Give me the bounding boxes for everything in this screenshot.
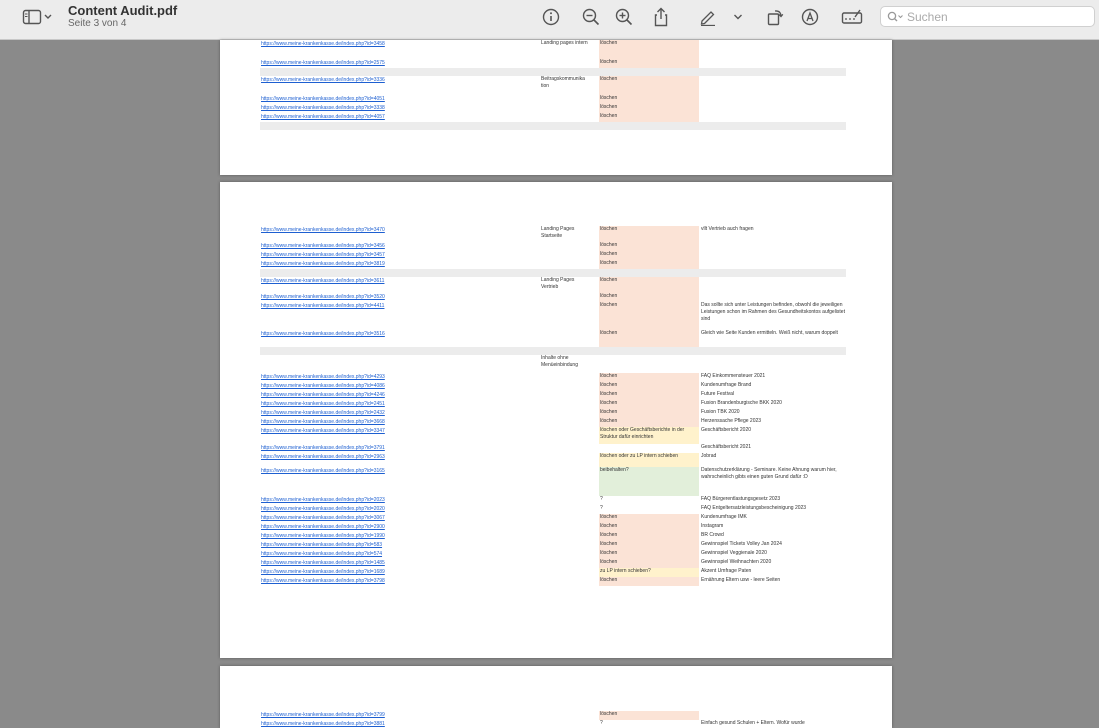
audit-url-link[interactable]: https://www.meine-krankenkasse.de/index.php?id=1990 xyxy=(261,533,385,539)
zoom-in-button[interactable] xyxy=(613,6,635,28)
audit-url-link[interactable]: https://www.meine-krankenkasse.de/index.php?id=3791 xyxy=(261,445,385,451)
sign-button[interactable] xyxy=(840,6,864,28)
status-cell: löschen xyxy=(599,373,699,382)
audit-url-link[interactable]: https://www.meine-krankenkasse.de/index.php?id=2900 xyxy=(261,524,385,530)
status-cell: löschen xyxy=(599,400,699,409)
status-cell: löschen xyxy=(599,532,699,541)
audit-url-link[interactable]: https://www.meine-krankenkasse.de/index.php?id=4086 xyxy=(261,383,385,389)
note-cell: vllt Vertrieb auch fragen xyxy=(701,226,754,232)
status-cell: löschen xyxy=(599,550,699,559)
status-cell: löschen xyxy=(599,104,699,113)
status-cell: löschen xyxy=(599,559,699,568)
pdf-page-3-bottom xyxy=(220,40,892,175)
search-field[interactable] xyxy=(880,6,1095,27)
note-cell: FAQ Entgeltersatzleistungsbescheinigung 2023 xyxy=(701,505,807,511)
note-cell: Gewinnspiel Weihnachten 2020 xyxy=(701,559,772,565)
audit-url-link[interactable]: https://www.meine-krankenkasse.de/index.php?id=3470 xyxy=(261,227,385,233)
status-cell: löschen oder Geschäftsberichte in der Struktur dafür einrichten xyxy=(599,427,699,444)
audit-url-link[interactable]: https://www.meine-krankenkasse.de/index.php?id=583 xyxy=(261,542,383,548)
status-cell: löschen xyxy=(599,242,699,251)
audit-url-link[interactable]: https://www.meine-krankenkasse.de/index.php?id=3456 xyxy=(261,243,385,249)
audit-url-link[interactable]: https://www.meine-krankenkasse.de/index.php?id=2432 xyxy=(261,410,385,416)
chevron-down-icon xyxy=(733,13,743,21)
note-cell: Fusion TBK 2020 xyxy=(701,409,740,415)
note-cell: Gewinnspiel Tickets Volley Jan 2024 xyxy=(701,541,782,547)
audit-url-link[interactable]: https://www.meine-krankenkasse.de/index.php?id=4293 xyxy=(261,374,385,380)
pen-icon xyxy=(699,8,717,26)
rotate-button[interactable] xyxy=(764,6,786,28)
audit-url-link[interactable]: https://www.meine-krankenkasse.de/index.php?id=4051 xyxy=(261,96,385,102)
status-cell xyxy=(599,444,699,453)
note-cell: BR Crowd xyxy=(701,532,724,538)
note-cell: Das sollte sich unter Leistungen befinden, obwohl die jeweiligen Leistungen schon im Rahmen des Gesundheitskontos aufgelistet sind xyxy=(701,302,845,322)
note-cell: Kundenumfrage Brand xyxy=(701,382,752,388)
audit-url-link[interactable]: https://www.meine-krankenkasse.de/index.php?id=3881 xyxy=(261,721,385,727)
status-cell: löschen xyxy=(599,277,699,293)
note-cell: Geschäftsbericht 2021 xyxy=(701,444,752,450)
audit-url-link[interactable]: https://www.meine-krankenkasse.de/index.php?id=2451 xyxy=(261,401,385,407)
status-cell: löschen xyxy=(599,577,699,586)
zoom-out-icon xyxy=(582,8,600,26)
status-cell: löschen xyxy=(599,226,699,242)
note-cell: Datenschutzerklärung - Seminare. Keine Ahnung warum hier, wahrscheinlich gibts einen guten Grund dafür :D xyxy=(701,467,837,480)
audit-url-link[interactable]: https://www.meine-krankenkasse.de/index.php?id=3457 xyxy=(261,252,385,258)
markup-menu-button[interactable] xyxy=(731,6,745,28)
audit-url-link[interactable]: https://www.meine-krankenkasse.de/index.php?id=3798 xyxy=(261,578,385,584)
status-cell: löschen xyxy=(599,260,699,269)
audit-url-link[interactable]: https://www.meine-krankenkasse.de/index.php?id=2575 xyxy=(261,60,385,66)
rotate-icon xyxy=(766,8,784,26)
audit-url-link[interactable]: https://www.meine-krankenkasse.de/index.php?id=3067 xyxy=(261,515,385,521)
audit-url-link[interactable]: https://www.meine-krankenkasse.de/index.php?id=2023 xyxy=(261,497,385,503)
audit-url-link[interactable]: https://www.meine-krankenkasse.de/index.php?id=3516 xyxy=(261,331,385,337)
category-cell: Landing Pages Vertrieb xyxy=(541,277,575,290)
status-cell: löschen xyxy=(599,514,699,523)
toolbar xyxy=(0,0,1099,40)
note-cell: Gewinnspiel Veggienale 2020 xyxy=(701,550,767,556)
status-cell: löschen xyxy=(599,523,699,532)
document-title-block xyxy=(68,4,177,29)
status-cell: löschen xyxy=(599,409,699,418)
section-separator xyxy=(260,68,846,76)
pdf-page-5-top xyxy=(220,666,892,728)
section-separator xyxy=(260,347,846,355)
audit-url-link[interactable]: https://www.meine-krankenkasse.de/index.php?id=3799 xyxy=(261,712,385,718)
category-cell: Landing pages intern xyxy=(541,40,588,46)
note-cell: Kundenumfrage IMK xyxy=(701,514,747,520)
category-cell: Inhalte ohne Menüeinbindung xyxy=(541,355,578,368)
note-cell: Akzent Umfrage Paten xyxy=(701,568,752,574)
status-cell: beibehalten? xyxy=(599,467,699,496)
audit-url-link[interactable]: https://www.meine-krankenkasse.de/index.php?id=2963 xyxy=(261,454,385,460)
info-icon xyxy=(542,8,560,26)
status-cell: löschen xyxy=(599,40,699,59)
status-cell: ? xyxy=(600,505,603,511)
status-cell: löschen xyxy=(599,418,699,427)
zoom-in-icon xyxy=(615,8,633,26)
highlight-button[interactable] xyxy=(799,6,821,28)
note-cell: Instagram xyxy=(701,523,724,529)
note-cell: Einfach gesund Schulen + Eltern. Wofür wurde xyxy=(701,720,805,726)
audit-url-link[interactable]: https://www.meine-krankenkasse.de/index.php?id=1485 xyxy=(261,560,385,566)
audit-url-link[interactable]: https://www.meine-krankenkasse.de/index.php?id=574 xyxy=(261,551,383,557)
page-indicator: Seite 3 von 4 xyxy=(68,18,127,29)
audit-url-link[interactable]: https://www.meine-krankenkasse.de/index.php?id=3668 xyxy=(261,419,385,425)
audit-url-link[interactable]: https://www.meine-krankenkasse.de/index.php?id=3338 xyxy=(261,105,385,111)
highlight-icon xyxy=(801,8,819,26)
markup-button[interactable] xyxy=(697,6,719,28)
signature-icon xyxy=(841,8,863,26)
audit-url-link[interactable]: https://www.meine-krankenkasse.de/index.php?id=4057 xyxy=(261,114,385,120)
audit-url-link[interactable]: https://www.meine-krankenkasse.de/index.php?id=3458 xyxy=(261,41,385,47)
audit-url-link[interactable]: https://www.meine-krankenkasse.de/index.php?id=3520 xyxy=(261,294,385,300)
audit-url-link[interactable]: https://www.meine-krankenkasse.de/index.php?id=3165 xyxy=(261,468,385,474)
status-cell: ? xyxy=(600,720,603,726)
audit-url-link[interactable]: https://www.meine-krankenkasse.de/index.php?id=3336 xyxy=(261,77,385,83)
note-cell: Ernährung Eltern usw - leere Seiten xyxy=(701,577,781,583)
category-cell: Landing Pages Startseite xyxy=(541,226,575,239)
section-separator xyxy=(260,122,846,130)
audit-url-link[interactable]: https://www.meine-krankenkasse.de/index.php?id=3347 xyxy=(261,428,385,434)
pdf-page-4 xyxy=(220,182,892,658)
status-cell: zu LP intern schieben? xyxy=(599,568,699,577)
sidebar-icon xyxy=(22,9,52,25)
note-cell: Jobrad xyxy=(701,453,717,459)
section-separator xyxy=(260,269,846,277)
audit-url-link[interactable]: https://www.meine-krankenkasse.de/index.php?id=3611 xyxy=(261,278,385,284)
status-cell: löschen xyxy=(599,711,699,720)
status-cell: löschen xyxy=(599,382,699,391)
status-cell: löschen xyxy=(599,302,699,330)
status-cell: ? xyxy=(600,496,603,502)
sidebar-toggle-button[interactable] xyxy=(20,6,54,28)
search-icon xyxy=(887,11,903,23)
status-cell: löschen xyxy=(599,95,699,104)
document-title: Content Audit.pdf xyxy=(68,3,178,18)
audit-url-link[interactable]: https://www.meine-krankenkasse.de/index.php?id=3819 xyxy=(261,261,385,267)
search-input[interactable] xyxy=(907,10,1087,24)
status-cell: löschen xyxy=(599,59,699,68)
status-cell: löschen xyxy=(599,113,699,122)
category-cell: Beitragskommunika tion xyxy=(541,76,585,89)
note-cell: Future Festival xyxy=(701,391,735,397)
audit-url-link[interactable]: https://www.meine-krankenkasse.de/index.php?id=2020 xyxy=(261,506,385,512)
audit-url-link[interactable]: https://www.meine-krankenkasse.de/index.php?id=4246 xyxy=(261,392,385,398)
status-cell: löschen xyxy=(599,391,699,400)
status-cell: löschen xyxy=(599,251,699,260)
info-button[interactable] xyxy=(540,6,562,28)
note-cell: Fusion Brandenburgische BKK 2020 xyxy=(701,400,782,406)
status-cell: löschen xyxy=(599,541,699,550)
audit-url-link[interactable]: https://www.meine-krankenkasse.de/index.php?id=4411 xyxy=(261,303,385,309)
status-cell: löschen xyxy=(599,76,699,95)
note-cell: FAQ Einkommensteuer 2021 xyxy=(701,373,766,379)
status-cell: löschen xyxy=(599,330,699,347)
note-cell: Geschäftsbericht 2020 xyxy=(701,427,752,433)
note-cell: Herzenssache Pflege 2023 xyxy=(701,418,762,424)
status-cell: löschen xyxy=(599,293,699,302)
zoom-out-button[interactable] xyxy=(580,6,602,28)
note-cell: FAQ Bürgerentlastungsgesetz 2023 xyxy=(701,496,781,502)
note-cell: Gleich wie Seite Kunden ermitteln. Weiß nicht, warum doppelt xyxy=(701,330,838,336)
share-icon xyxy=(652,7,670,27)
audit-url-link[interactable]: https://www.meine-krankenkasse.de/index.php?id=1689 xyxy=(261,569,385,575)
status-cell: löschen oder zu LP intern schieben xyxy=(599,453,699,467)
share-button[interactable] xyxy=(650,6,672,28)
